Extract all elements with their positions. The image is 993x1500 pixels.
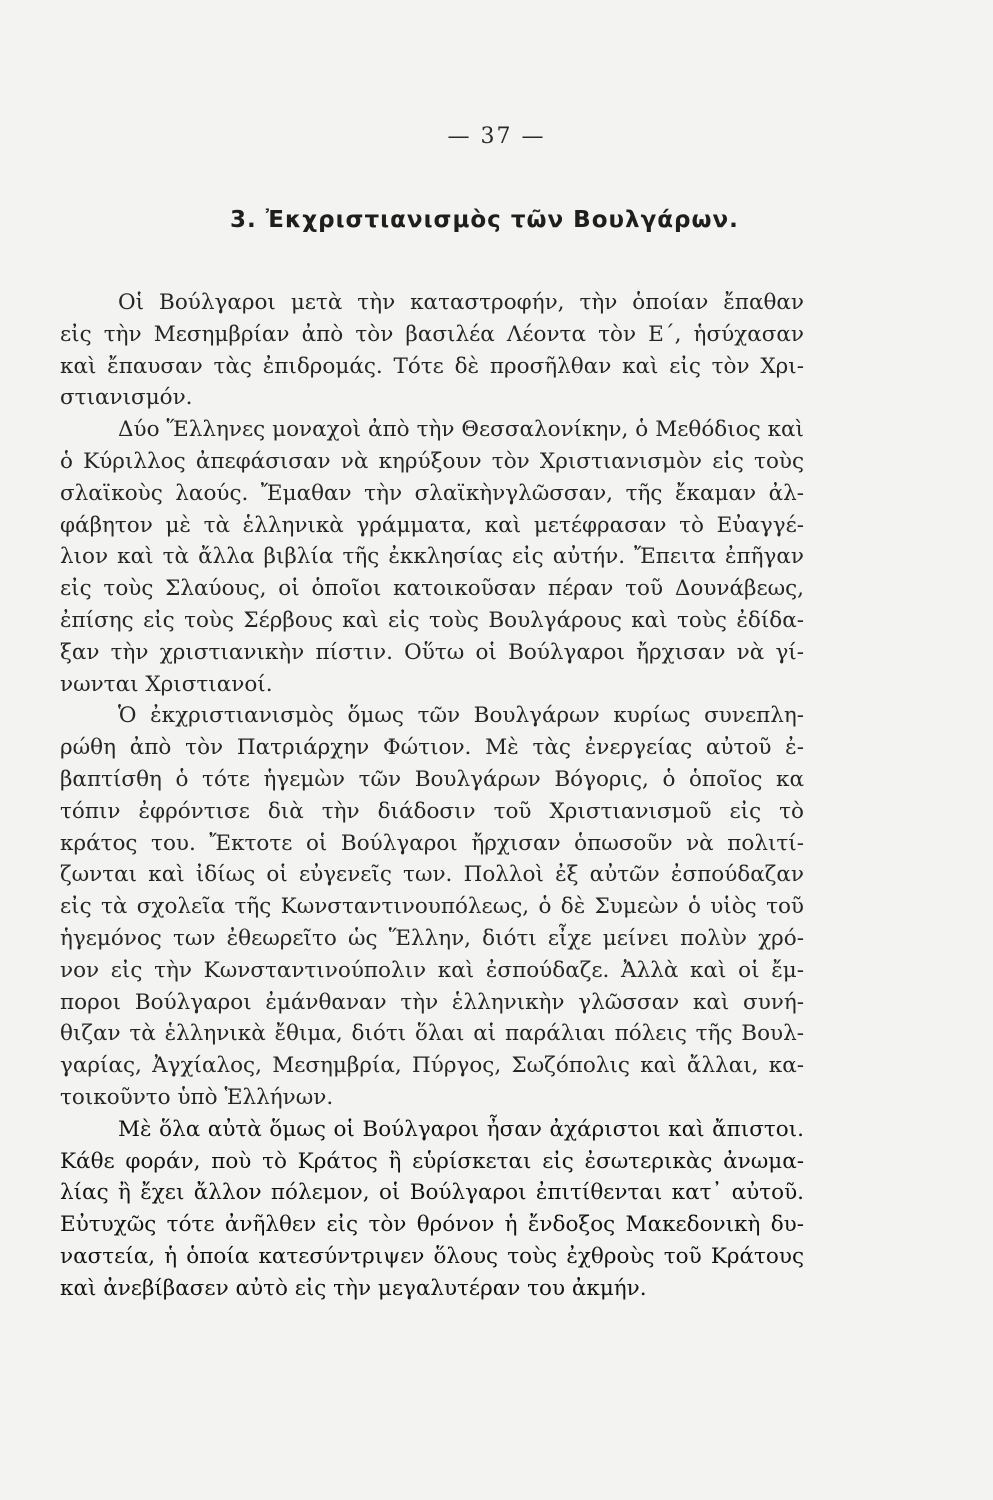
body-text	[60, 287, 804, 1305]
text-line: εἰς τοὺς Σλαύους, οἱ ὁποῖοι κατοικοῦσαν πέραν τοῦ Δουνάβεως,	[60, 576, 804, 602]
text-line: εἰς τὰ σχολεῖα τῆς Κωνσταντινουπόλεως, ὁ δὲ Συμεὼν ὁ υἱὸς τοῦ	[60, 894, 804, 920]
text-line: τόπιν ἐφρόντισε διὰ τὴν διάδοσιν τοῦ Χριστιανισμοῦ εἰς τὸ	[60, 798, 804, 824]
text-line: φάβητον μὲ τὰ ἑλληνικὰ γράμματα, καὶ μετέφρασαν τὸ Εὐαγγέ-	[60, 512, 804, 538]
text-line: ναστεία, ἡ ὁποία κατεσύντριψεν ὅλους τοὺς ἐχθροὺς τοῦ Κράτους	[60, 1243, 804, 1269]
text-line: θιζαν τὰ ἑλληνικὰ ἔθιμα, διότι ὅλαι αἱ παράλιαι πόλεις τῆς Βουλ-	[60, 1021, 804, 1047]
text-line: ζωνται καὶ ἰδίως οἱ εὐγενεῖς των. Πολλοὶ ἐξ αὐτῶν ἐσπούδαζαν	[60, 862, 804, 888]
text-line: λίας ἢ ἔχει ἄλλον πόλεμον, οἱ Βούλγαροι ἐπιτίθενται κατ᾽ αὐτοῦ.	[60, 1180, 804, 1206]
text-line: ρώθη ἀπὸ τὸν Πατριάρχην Φώτιον. Μὲ τὰς ἐνεργείας αὐτοῦ ἐ-	[60, 735, 804, 761]
text-line: λιον καὶ τὰ ἄλλα βιβλία τῆς ἐκκλησίας εἰς αὐτήν. Ἔπειτα ἐπῆγαν	[60, 544, 804, 570]
text-line: ξαν τὴν χριστιανικὴν πίστιν. Οὕτω οἱ Βούλγαροι ἤρχισαν νὰ γί-	[60, 639, 804, 665]
text-line: Μὲ ὅλα αὐτὰ ὅμως οἱ Βούλγαροι ἦσαν ἀχάριστοι καὶ ἄπιστοι.	[118, 1116, 804, 1142]
text-line: Ὁ ἐκχριστιανισμὸς ὅμως τῶν Βουλγάρων κυρίως συνεπλη-	[118, 703, 804, 729]
text-line: ἐπίσης εἰς τοὺς Σέρβους καὶ εἰς τοὺς Βουλγάρους καὶ τοὺς ἐδίδα-	[60, 607, 804, 633]
text-line: στιανισμόν.	[60, 385, 193, 411]
text-line: γαρίας, Ἀγχίαλος, Μεσημβρία, Πύργος, Σωζόπολις καὶ ἄλλαι, κα-	[60, 1053, 804, 1079]
text-line: νον εἰς τὴν Κωνσταντινούπολιν καὶ ἐσπούδαζε. Ἀλλὰ καὶ οἱ ἔμ-	[60, 957, 804, 983]
text-line: ὁ Κύριλλος ἀπεφάσισαν νὰ κηρύξουν τὸν Χριστιανισμὸν εἰς τοὺς	[60, 448, 804, 474]
text-line: σλαϊκοὺς λαούς. Ἔμαθαν τὴν σλαϊκὴνγλῶσσαν, τῆς ἔκαμαν ἀλ-	[60, 480, 804, 506]
text-line: καὶ ἔπαυσαν τὰς ἐπιδρομάς. Τότε δὲ προσῆλθαν καὶ εἰς τὸν Χρι-	[60, 353, 804, 379]
text-line: ποροι Βούλγαροι ἐμάνθαναν τὴν ἑλληνικὴν γλῶσσαν καὶ συνή-	[60, 989, 804, 1015]
text-line: κράτος του. Ἔκτοτε οἱ Βούλγαροι ἤρχισαν ὁπωσοῦν νὰ πολιτί-	[60, 830, 804, 856]
text-line: ἡγεμόνος των ἐθεωρεῖτο ὡς Ἕλλην, διότι εἶχε μείνει πολὺν χρό-	[60, 925, 804, 951]
text-line: Εὐτυχῶς τότε ἀνῆλθεν εἰς τὸν θρόνον ἡ ἔνδοξος Μακεδονικὴ δυ-	[60, 1212, 804, 1238]
text-line: Οἱ Βούλγαροι μετὰ τὴν καταστροφήν, τὴν ὁποίαν ἔπαθαν	[118, 290, 804, 315]
text-line: καὶ ἀνεβίβασεν αὐτὸ εἰς τὴν μεγαλυτέραν του ἀκμήν.	[60, 1275, 647, 1301]
page-number: — 37 —	[447, 124, 546, 149]
text-line: νωνται Χριστιανοί.	[60, 671, 273, 697]
text-line: βαπτίσθη ὁ τότε ἡγεμὼν τῶν Βουλγάρων Βόγορις, ὁ ὁποῖος κα	[60, 766, 804, 792]
section-heading: 3. Ἐκχριστιανισμὸς τῶν Βουλγάρων.	[230, 207, 739, 233]
text-line: τοικοῦντο ὑπὸ Ἑλλήνων.	[60, 1084, 334, 1110]
text-line: εἰς τὴν Μεσημβρίαν ἀπὸ τὸν βασιλέα Λέοντα τὸν Ε΄, ἡσύχασαν	[60, 321, 804, 347]
text-line: Κάθε φοράν, ποὺ τὸ Κράτος ἢ εὑρίσκεται εἰς ἐσωτερικὰς ἀνωμα-	[60, 1148, 804, 1174]
text-line: Δύο Ἕλληνες μοναχοὶ ἀπὸ τὴν Θεσσαλονίκην, ὁ Μεθόδιος καὶ	[118, 417, 804, 443]
